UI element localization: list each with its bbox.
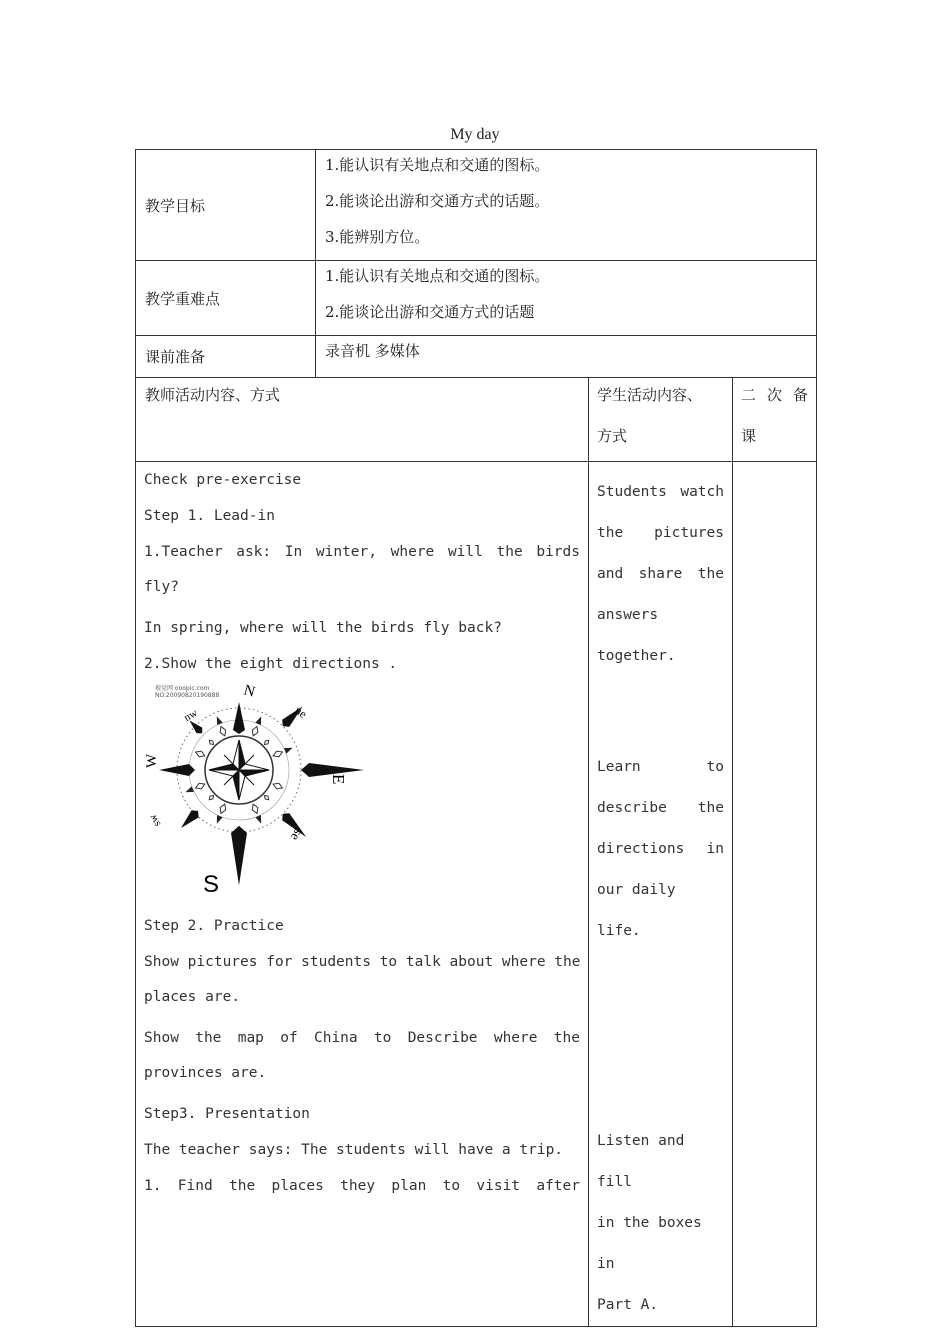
text-line: Step 1. Lead-in — [144, 508, 275, 524]
teacher-header: 教师活动内容、方式 — [145, 386, 281, 404]
text-line: answers — [597, 607, 659, 623]
compass-label-nw: nw — [182, 706, 200, 725]
text-line: Learn to — [597, 759, 724, 775]
key-point-item: 2.能谈论出游和交通方式的话题 — [325, 303, 535, 321]
text-line: 1. Find the places they plan to visit after — [144, 1178, 580, 1194]
text-line: In spring, where will the birds fly back? — [144, 620, 502, 636]
text-line: our daily life. — [597, 882, 676, 939]
student-header-cell — [589, 378, 733, 462]
objective-item: 2.能谈论出游和交通方式的话题。 — [325, 192, 550, 210]
objectives-label-cell — [136, 150, 316, 261]
compass-rose-icon — [144, 682, 374, 908]
text-line: fly? — [144, 579, 179, 595]
page-title: My day — [450, 126, 500, 143]
text-line: Part A. — [597, 1297, 659, 1313]
text-line: Step 2. Practice — [144, 918, 284, 934]
compass-label-n: N — [241, 682, 257, 701]
key-point-item: 1.能认识有关地点和交通的图标。 — [325, 267, 550, 285]
objective-item: 3.能辨别方位。 — [325, 228, 430, 246]
preparation-label-cell — [136, 336, 316, 378]
image-watermark: 视觉网 ooopic.com NO.20090820190888 — [155, 685, 220, 699]
student-header-line: 学生活动内容、 — [597, 386, 703, 404]
objective-item: 1.能认识有关地点和交通的图标。 — [325, 156, 550, 174]
compass-label-w: W — [144, 753, 160, 768]
second-prep-header-line: 二 次 备 — [741, 386, 809, 404]
activities-row — [136, 462, 817, 1327]
student-activity-cell — [589, 462, 733, 1327]
objectives-label: 教学目标 — [145, 196, 206, 215]
text-line: Show the map of China to Describe where the — [144, 1030, 580, 1046]
key-points-content-cell — [316, 261, 817, 336]
compass-label-s: S — [203, 871, 220, 898]
key-points-label: 教学重难点 — [145, 289, 221, 308]
text-line: Check pre-exercise — [144, 472, 302, 488]
text-line: 2.Show the eight directions . — [144, 656, 398, 672]
student-header-line: 方式 — [597, 427, 628, 445]
compass-image — [144, 682, 580, 908]
teacher-activity-cell — [136, 462, 589, 1327]
text-line: Students watch — [597, 484, 724, 500]
second-prep-cell — [733, 462, 817, 1327]
text-line: and share the — [597, 566, 724, 582]
objectives-content-cell — [316, 150, 817, 261]
key-points-row — [136, 261, 817, 336]
compass-label-se: se — [287, 826, 307, 844]
text-line: directions in — [597, 841, 724, 857]
key-points-label-cell — [136, 261, 316, 336]
compass-label-e: E — [329, 774, 348, 785]
preparation-label: 课前准备 — [145, 348, 206, 366]
text-line: Step3. Presentation — [144, 1106, 310, 1122]
text-line: in the boxes in — [597, 1215, 702, 1272]
header-row — [136, 378, 817, 462]
text-line: The teacher says: The students will have a trip. — [144, 1142, 564, 1158]
lesson-plan-table — [135, 149, 817, 1327]
text-line: places are. — [144, 989, 241, 1005]
text-line: 1.Teacher ask: In winter, where will the birds — [144, 544, 580, 560]
text-line: describe the — [597, 800, 724, 816]
compass-label-sw: sw — [146, 812, 164, 829]
text-line: Listen and fill — [597, 1133, 685, 1190]
second-prep-header-cell — [733, 378, 817, 462]
text-line: together. — [597, 648, 676, 664]
objectives-row — [136, 150, 817, 261]
second-prep-header-line: 课 — [741, 427, 757, 445]
text-line: Show pictures for students to talk about where the — [144, 954, 581, 970]
text-line: provinces are. — [144, 1065, 267, 1081]
teacher-header-cell — [136, 378, 589, 462]
text-line: the pictures — [597, 525, 724, 541]
compass-label-ne: ne — [292, 702, 310, 721]
preparation-value: 录音机 多媒体 — [325, 342, 420, 360]
